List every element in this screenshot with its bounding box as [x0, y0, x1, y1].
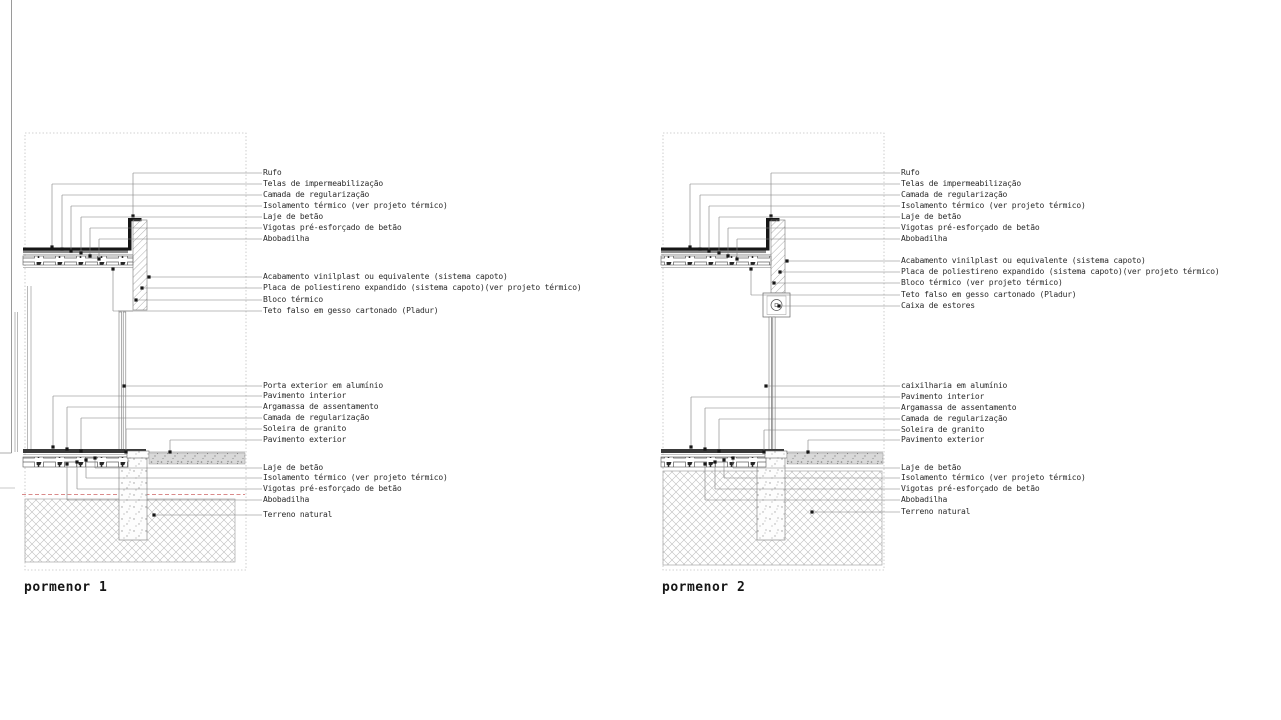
detail-label: Laje de betão — [901, 463, 962, 472]
pormenor-2-caption: pormenor 2 — [662, 580, 746, 595]
detail-label: Argamassa de assentamento — [901, 403, 1017, 412]
detail-label: Acabamento vinilplast ou equivalente (sistema capoto) — [263, 272, 508, 281]
detail-label: Laje de betão — [901, 212, 962, 221]
detail-label: Camada de regularização — [263, 413, 370, 422]
detail-label: Isolamento térmico (ver projeto térmico) — [901, 473, 1086, 482]
detail-label: Rufo — [901, 168, 920, 177]
detail-label: Soleira de granito — [263, 424, 347, 433]
detail-label: Camada de regularização — [901, 414, 1008, 423]
detail-label: Vigotas pré-esforçado de betão — [901, 484, 1040, 493]
detail-label: Telas de impermeabilização — [901, 179, 1022, 188]
detail-label: Abobadilha — [901, 234, 948, 243]
detail-label: Pavimento interior — [263, 391, 347, 400]
detail-label: Caixa de estores — [901, 301, 975, 310]
detail-label: Placa de poliestireno expandido (sistema capoto)(ver projeto térmico) — [263, 283, 582, 292]
detail-label: Vigotas pré-esforçado de betão — [263, 223, 402, 232]
sheet-frame-lines — [0, 0, 15, 488]
detail-label: Teto falso em gesso cartonado (Pladur) — [263, 306, 439, 315]
detail-label: caixilharia em alumínio — [901, 381, 1008, 390]
detail-label: Abobadilha — [263, 495, 310, 504]
detail-label: Soleira de granito — [901, 425, 985, 434]
detail-label: Argamassa de assentamento — [263, 402, 379, 411]
detail-label: Bloco térmico — [263, 295, 324, 304]
detail-label: Camada de regularização — [901, 190, 1008, 199]
detail-label: Camada de regularização — [263, 190, 370, 199]
detail-label: Rufo — [263, 168, 282, 177]
detail-label: Isolamento térmico (ver projeto térmico) — [263, 473, 448, 482]
detail-label: Terreno natural — [901, 507, 971, 516]
detail-label: Isolamento térmico (ver projeto térmico) — [901, 201, 1086, 210]
detail-label: Teto falso em gesso cartonado (Pladur) — [901, 290, 1077, 299]
detail-label: Placa de poliestireno expandido (sistema capoto)(ver projeto térmico) — [901, 267, 1220, 276]
detail-label: Vigotas pré-esforçado de betão — [263, 484, 402, 493]
detail-label: Bloco térmico (ver projeto térmico) — [901, 278, 1063, 287]
detail-label: Pavimento interior — [901, 392, 985, 401]
detail-label: Terreno natural — [263, 510, 333, 519]
detail-label: Pavimento exterior — [901, 435, 985, 444]
detail-label: Telas de impermeabilização — [263, 179, 384, 188]
detail-label: Vigotas pré-esforçado de betão — [901, 223, 1040, 232]
detail-label: Laje de betão — [263, 212, 324, 221]
detail-label: Pavimento exterior — [263, 435, 347, 444]
pormenor-2-drawing — [661, 133, 900, 570]
detail-label: Porta exterior em alumínio — [263, 381, 384, 390]
detail-label: Isolamento térmico (ver projeto térmico) — [263, 201, 448, 210]
detail-label: Laje de betão — [263, 463, 324, 472]
detail-label: Acabamento vinilplast ou equivalente (sistema capoto) — [901, 256, 1146, 265]
detail-label: Abobadilha — [901, 495, 948, 504]
pormenor-1-caption: pormenor 1 — [24, 580, 108, 595]
detail-label: Abobadilha — [263, 234, 310, 243]
pormenor-1-drawing — [15, 133, 262, 570]
